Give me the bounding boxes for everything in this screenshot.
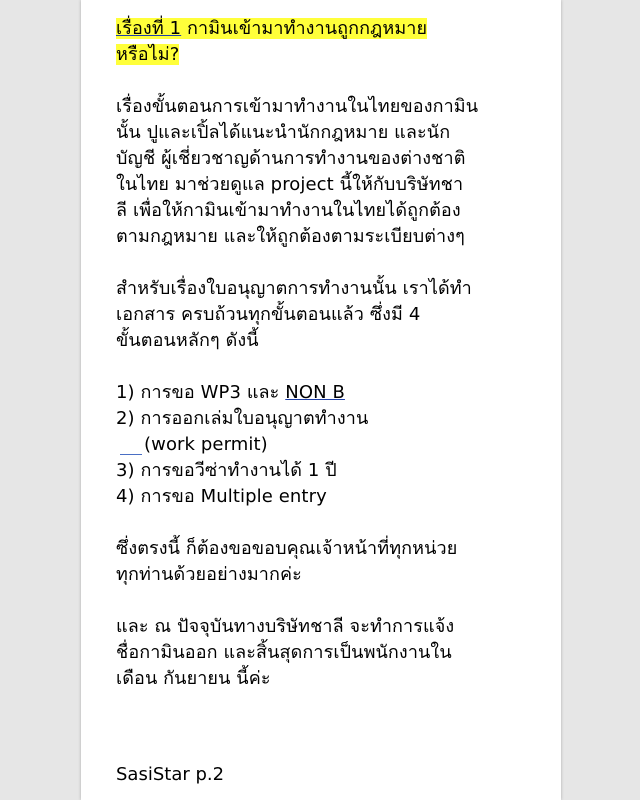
paragraph2-line: ขั้นตอนหลักๆ ดังนี้	[116, 330, 259, 351]
paragraph2-line: สำหรับเรื่องใบอนุญาตการทำงานนั้น เราได้ทำ	[116, 278, 472, 299]
paragraph4-line: เดือน กันยายน นี้ค่ะ	[116, 668, 271, 689]
paragraph1-line: นั้น ปูและเปิ้ลได้แนะนำนักกฎหมาย และนัก	[116, 122, 451, 143]
paragraph4-line: ชื่อกามินออก และสิ้นสุดการเป็นพนักงานใน	[116, 642, 452, 663]
paragraph4-line: และ ณ ปัจจุบันทางบริษัทชาลี จะทำการแจ้ง	[116, 616, 455, 637]
step-1	[116, 380, 536, 406]
step-1-text: 1) การขอ WP3 และ	[116, 382, 286, 403]
page-footer-signature: SasiStar p.2	[116, 764, 225, 785]
paragraph1-line: ลี เพื่อให้กามินเข้ามาทำงานในไทยได้ถูกต้อง	[116, 200, 461, 221]
paragraph3-line: ทุกท่านด้วยอย่างมากค่ะ	[116, 564, 302, 585]
step-4: 4) การขอ Multiple entry	[116, 486, 327, 507]
heading-text: กามินเข้ามาทำงานถูกกฎหมาย	[181, 18, 428, 39]
step-2-continued	[116, 432, 536, 458]
paragraph2-line: เอกสาร ครบถ้วนทุกขั้นตอนแล้ว ซึ่งมี 4	[116, 304, 421, 325]
paragraph1-line: ตามกฎหมาย และให้ถูกต้องตามระเบียบต่างๆ	[116, 226, 465, 247]
step-3: 3) การขอวีซ่าทำงานได้ 1 ปี	[116, 460, 337, 481]
wrap-underline-mark	[120, 453, 142, 455]
heading-line-2	[116, 42, 536, 68]
heading-text-2: หรือไม่?	[116, 44, 180, 65]
non-b-link[interactable]: NON B	[285, 382, 345, 403]
paragraph1-line: ในไทย มาช่วยดูแล project นี้ให้กับบริษัทชา	[116, 174, 464, 195]
document-body	[116, 16, 536, 692]
paragraph3-line: ซึ่งตรงนี้ ก็ต้องขอขอบคุณเจ้าหน้าที่ทุกหน่วย	[116, 538, 458, 559]
paragraph1-line: เรื่องขั้นตอนการเข้ามาทำงานในไทยของกามิน	[116, 96, 479, 117]
heading-line-1	[116, 16, 536, 42]
step-2: 2) การออกเล่มใบอนุญาตทำงาน	[116, 408, 369, 429]
document-page	[81, 0, 561, 800]
step-2-continued-text: (work permit)	[144, 434, 268, 455]
paragraph1-line: บัญชี ผู้เชี่ยวชาญด้านการทำงานของต่างชาติ	[116, 148, 466, 169]
heading-prefix: เรื่องที่ 1	[116, 18, 182, 39]
